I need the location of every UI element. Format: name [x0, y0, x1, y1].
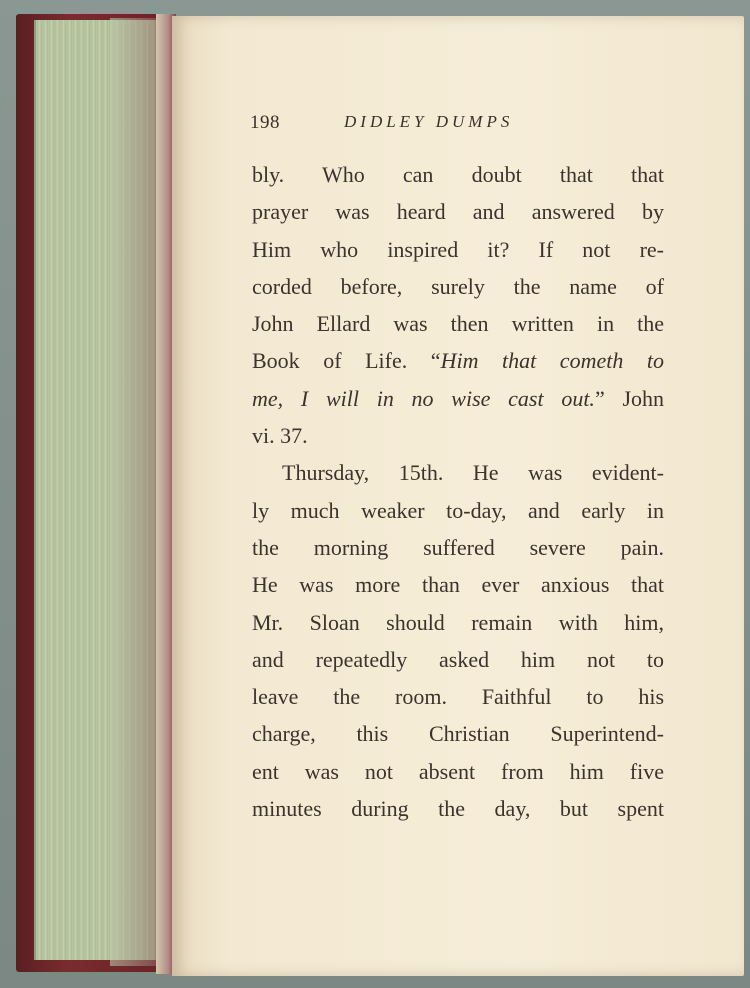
text-span: Thursday, 15th. He was evident- — [282, 460, 664, 486]
text-span: prayer was heard and answered by — [252, 199, 664, 225]
text-line — [252, 753, 664, 790]
text-line — [252, 380, 664, 417]
text-span: Him who inspired it? If not re- — [252, 236, 664, 262]
text-span: charge, this Christian Superintend- — [252, 721, 664, 747]
text-line — [252, 156, 664, 193]
page-header — [250, 112, 570, 142]
text-span: Book of Life. “ — [252, 348, 441, 374]
scripture-quote: me, I will in no wise cast out. — [252, 385, 595, 411]
text-span: bly. Who can doubt that that — [252, 162, 664, 187]
text-span: the morning suffered severe pain. — [252, 534, 664, 560]
text-line — [252, 305, 664, 342]
text-span: ly much weaker to-day, and early in — [252, 497, 664, 523]
text-line — [252, 715, 664, 752]
text-span: ent was not absent from him five — [252, 758, 664, 784]
text-line — [252, 231, 664, 268]
text-line — [252, 454, 664, 491]
text-span: John Ellard was then written in the — [252, 311, 664, 337]
text-line — [252, 529, 664, 566]
text-span: and repeatedly asked him not to — [252, 646, 664, 672]
text-line — [252, 417, 664, 454]
text-span: ” John — [594, 385, 665, 411]
text-span: minutes during the day, but spent — [252, 796, 664, 822]
scripture-quote: Him that cometh to — [440, 348, 664, 374]
text-span: leave the room. Faithful to his — [252, 684, 664, 710]
text-line — [252, 268, 664, 305]
text-line — [252, 342, 664, 379]
text-line — [252, 492, 664, 529]
text-span: corded before, surely the name of — [252, 273, 664, 299]
text-line — [252, 604, 664, 641]
text-span: He was more than ever anxious that — [252, 572, 664, 598]
text-span: Mr. Sloan should remain with him, — [252, 609, 664, 635]
text-line — [252, 678, 664, 715]
body-text — [252, 156, 664, 827]
running-title: DIDLEY DUMPS — [344, 112, 514, 131]
text-line — [252, 790, 664, 827]
text-span: vi. 37. — [252, 423, 308, 449]
text-line — [252, 193, 664, 230]
text-line — [252, 566, 664, 603]
page-number: 198 — [250, 112, 280, 133]
text-line — [252, 641, 664, 678]
